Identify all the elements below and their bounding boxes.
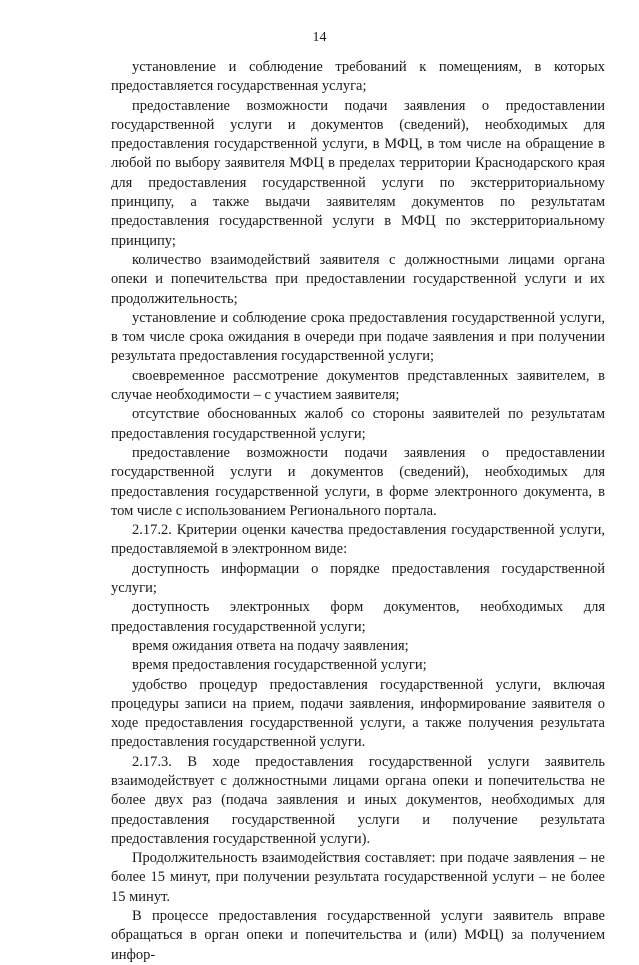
paragraph: удобство процедур предоставления государственной услуги, включая процедуры записи на прием, подачи заявления, информирование заявителя о ходе предоставления государственной услуги, а также получения результата предоставления государственной услуги.: [111, 676, 605, 751]
document-body: [111, 58, 605, 965]
paragraph: время предоставления государственной услуги;: [132, 657, 427, 674]
paragraph: установление и соблюдение срока предоставления государственной услуги, в том числе срока ожидания в очереди при подаче заявления и при получении результата предоставления государственной услуги;: [111, 309, 605, 365]
paragraph: количество взаимодействий заявителя с должностными лицами органа опеки и попечительства при предоставлении государственной услуги и их продолжительность;: [111, 251, 605, 307]
paragraph: 2.17.3. В ходе предоставления государственной услуги заявитель взаимодействует с должностными лицами органа опеки и попечительства не более двух раз (подача заявления и иных документов, необходимых для предоставления государственной услуги и получение результата предоставления государственной услуги).: [111, 753, 605, 847]
paragraph: 2.17.2. Критерии оценки качества предоставления государственной услуги, предоставляемой в электронном виде:: [111, 522, 605, 558]
paragraph: время ожидания ответа на подачу заявления;: [132, 637, 409, 654]
paragraph: установление и соблюдение требований к помещениям, в которых предоставляется государственная услуга;: [111, 59, 605, 95]
paragraph: В процессе предоставления государственной услуги заявитель вправе обращаться в орган опеки и попечительства и (или) МФЦ) за получением инфор-: [111, 908, 605, 963]
paragraph: доступность информации о порядке предоставления государственной услуги;: [111, 560, 605, 597]
paragraph: предоставление возможности подачи заявления о предоставлении государственной услуги и документов (сведений), необходимых для предоставления государственной услуги, в форме электронного документа, в том числе с использованием Регионального портала.: [111, 444, 605, 519]
paragraph: предоставление возможности подачи заявления о предоставлении государственной услуги и документов (сведений), необходимых для предоставления государственной услуги, в МФЦ, в том числе на обращение в любой по выбору заявителя МФЦ в пределах территории Краснодарского края для предоставления государственной услуги по экстерриториальному принципу, а также выдачи заявителям документов по результатам предоставления государственной услуги в МФЦ по экстерриториальному принципу;: [111, 97, 605, 249]
paragraph: отсутствие обоснованных жалоб со стороны заявителей по результатам предоставления государственной услуги;: [111, 406, 605, 442]
paragraph: своевременное рассмотрение документов представленных заявителем, в случае необходимости – с участием заявителя;: [111, 367, 605, 404]
paragraph: Продолжительность взаимодействия составляет: при подаче заявления – не более 15 минут, при получении результата государственной услуги – не более 15 минут.: [111, 850, 605, 905]
page-number: 14: [312, 30, 327, 45]
paragraph: доступность электронных форм документов, необходимых для предоставления государственной услуги;: [111, 599, 605, 635]
